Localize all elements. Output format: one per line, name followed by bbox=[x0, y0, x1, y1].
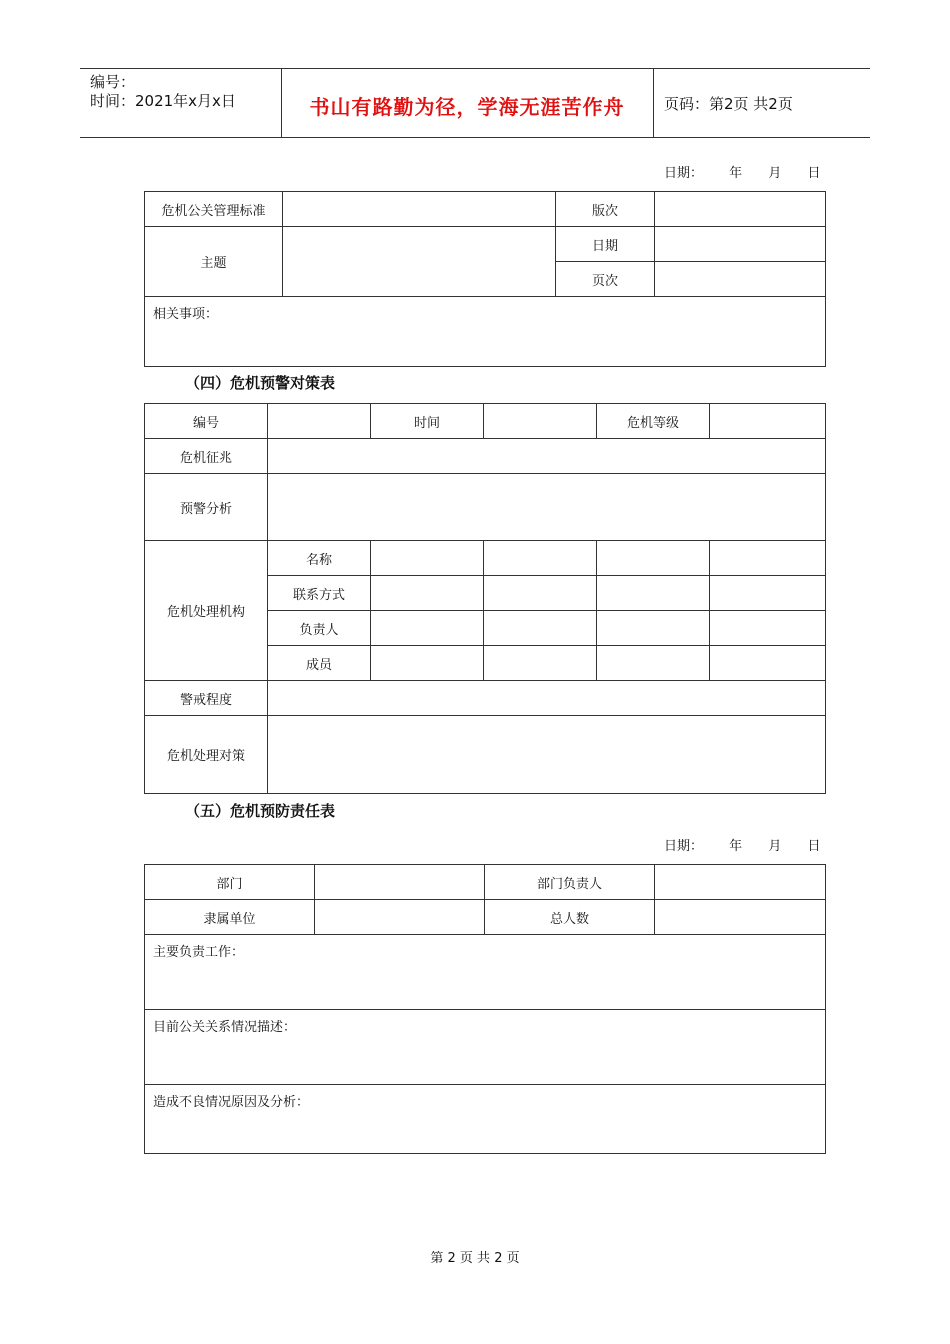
member-label: 成员 bbox=[268, 646, 371, 681]
dept-head-field[interactable] bbox=[655, 865, 826, 900]
time-label: 时间：2021年x月x日 bbox=[90, 92, 236, 110]
standard-table bbox=[144, 191, 826, 367]
unit-field[interactable] bbox=[315, 900, 485, 935]
org-cell[interactable] bbox=[371, 646, 484, 681]
date-line bbox=[664, 162, 820, 181]
org-label: 危机处理机构 bbox=[145, 541, 268, 681]
unit-label: 隶属单位 bbox=[145, 900, 315, 935]
level-field[interactable] bbox=[710, 404, 826, 439]
signs-label: 危机征兆 bbox=[145, 439, 268, 474]
time-label: 时间 bbox=[371, 404, 484, 439]
measure-field[interactable] bbox=[268, 716, 826, 794]
date-year: 年 bbox=[729, 839, 743, 854]
status-field[interactable] bbox=[145, 1010, 826, 1085]
related-field[interactable] bbox=[145, 297, 826, 367]
page-footer: 第 2 页 共 2 页 bbox=[430, 1251, 520, 1266]
measure-label: 危机处理对策 bbox=[145, 716, 268, 794]
org-cell[interactable] bbox=[710, 541, 826, 576]
name-label: 名称 bbox=[268, 541, 371, 576]
org-cell[interactable] bbox=[371, 541, 484, 576]
responsibility-table bbox=[144, 864, 826, 1154]
signs-field[interactable] bbox=[268, 439, 826, 474]
header-page-info: 页码：第2页 共2页 bbox=[664, 95, 793, 113]
cause-field[interactable] bbox=[145, 1085, 826, 1154]
date-label: 日期： bbox=[664, 166, 704, 181]
header-motto: 书山有路勤为径，学海无涯苦作舟 bbox=[309, 95, 625, 119]
level-label: 危机等级 bbox=[597, 404, 710, 439]
org-cell[interactable] bbox=[710, 611, 826, 646]
analysis-field[interactable] bbox=[268, 474, 826, 541]
org-cell[interactable] bbox=[371, 611, 484, 646]
org-cell[interactable] bbox=[597, 541, 710, 576]
date-day: 日 bbox=[807, 839, 821, 854]
date-field[interactable] bbox=[655, 227, 826, 262]
alert-field[interactable] bbox=[268, 681, 826, 716]
topic-label: 主题 bbox=[145, 227, 283, 297]
dept-label: 部门 bbox=[145, 865, 315, 900]
date-year: 年 bbox=[729, 166, 743, 181]
total-label: 总人数 bbox=[485, 900, 655, 935]
leader-label: 负责人 bbox=[268, 611, 371, 646]
date-label: 日期： bbox=[664, 839, 704, 854]
cause-label: 造成不良情况原因及分析： bbox=[153, 1095, 310, 1110]
date-month: 月 bbox=[768, 166, 782, 181]
org-cell[interactable] bbox=[597, 576, 710, 611]
date-label: 日期 bbox=[556, 227, 655, 262]
time-field[interactable] bbox=[484, 404, 597, 439]
number-label: 编号： bbox=[90, 73, 136, 91]
standard-field[interactable] bbox=[283, 192, 556, 227]
related-label: 相关事项： bbox=[153, 307, 219, 322]
date-day: 日 bbox=[807, 166, 821, 181]
org-cell[interactable] bbox=[597, 611, 710, 646]
date-line bbox=[664, 835, 820, 854]
page-field[interactable] bbox=[655, 262, 826, 297]
document-header bbox=[80, 68, 870, 138]
org-cell[interactable] bbox=[710, 576, 826, 611]
date-month: 月 bbox=[768, 839, 782, 854]
analysis-label: 预警分析 bbox=[145, 474, 268, 541]
duty-label: 主要负责工作： bbox=[153, 945, 245, 960]
total-field[interactable] bbox=[655, 900, 826, 935]
dept-head-label: 部门负责人 bbox=[485, 865, 655, 900]
warning-table bbox=[144, 403, 826, 794]
standard-label: 危机公关管理标准 bbox=[145, 192, 283, 227]
duty-field[interactable] bbox=[145, 935, 826, 1010]
org-cell[interactable] bbox=[484, 646, 597, 681]
org-cell[interactable] bbox=[371, 576, 484, 611]
version-field[interactable] bbox=[655, 192, 826, 227]
section4-title: （四）危机预警对策表 bbox=[185, 374, 336, 392]
number-field[interactable] bbox=[268, 404, 371, 439]
org-cell[interactable] bbox=[597, 646, 710, 681]
topic-field[interactable] bbox=[283, 227, 556, 297]
page-label: 页次 bbox=[556, 262, 655, 297]
org-cell[interactable] bbox=[710, 646, 826, 681]
org-cell[interactable] bbox=[484, 541, 597, 576]
version-label: 版次 bbox=[556, 192, 655, 227]
status-label: 目前公关关系情况描述： bbox=[153, 1020, 297, 1035]
org-cell[interactable] bbox=[484, 611, 597, 646]
header-divider bbox=[653, 69, 654, 137]
header-meta bbox=[90, 73, 236, 111]
alert-label: 警戒程度 bbox=[145, 681, 268, 716]
number-label: 编号 bbox=[145, 404, 268, 439]
org-cell[interactable] bbox=[484, 576, 597, 611]
section5-title: （五）危机预防责任表 bbox=[185, 802, 336, 820]
dept-field[interactable] bbox=[315, 865, 485, 900]
contact-label: 联系方式 bbox=[268, 576, 371, 611]
